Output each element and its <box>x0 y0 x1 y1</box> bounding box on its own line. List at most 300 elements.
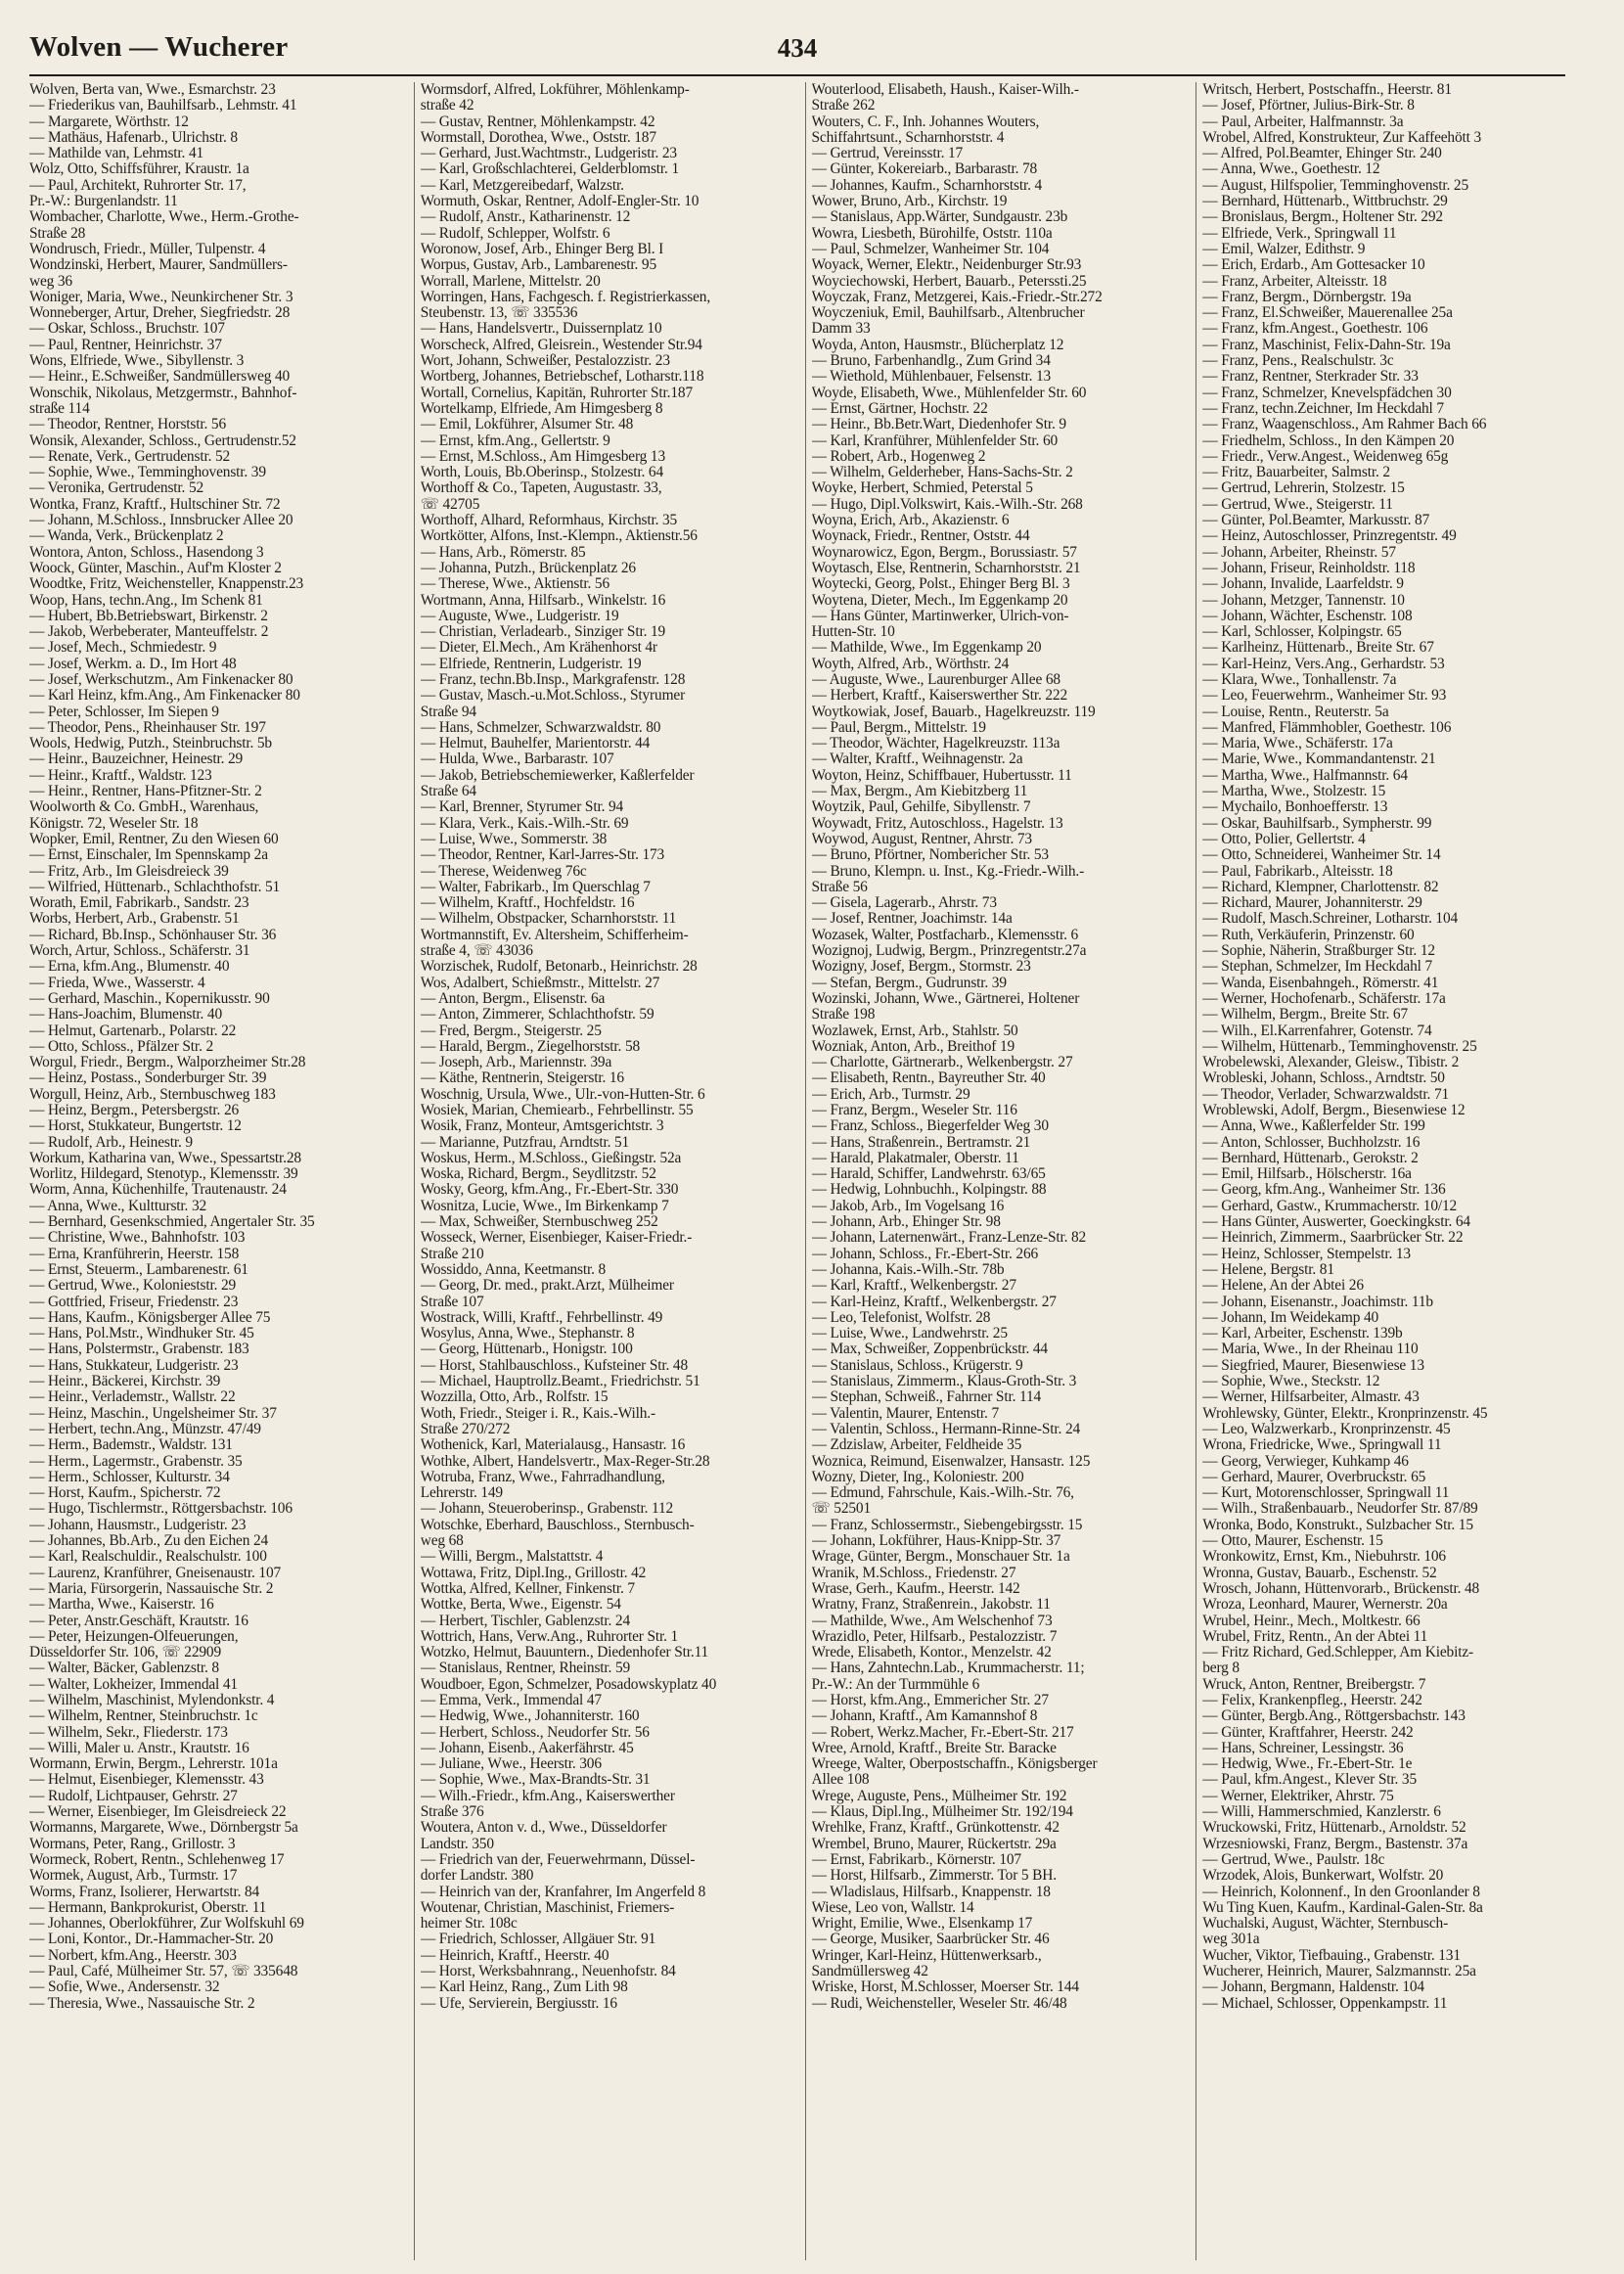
directory-entry-line: Wucherer, Heinrich, Maurer, Salzmannstr. 25a <box>1202 1964 1476 1980</box>
directory-entry-line: — Wilhelm, Bergm., Breite Str. 67 <box>1202 1007 1408 1023</box>
directory-entry-line: Writsch, Herbert, Postschaffn., Heerstr. 81 <box>1202 82 1452 98</box>
directory-entry-line: — Horst, Stahlbauschloss., Kufsteiner Str. 48 <box>420 1357 689 1374</box>
directory-entry-line: Woyke, Herbert, Schmied, Peterstal 5 <box>811 480 1033 497</box>
directory-entry-line: — Bronislaus, Bergm., Holtener Str. 292 <box>1202 209 1443 226</box>
directory-entry-line: — Heinz, Schlosser, Stempelstr. 13 <box>1202 1246 1411 1262</box>
directory-entry-line: ☏ 42705 <box>420 496 480 513</box>
directory-entry-line: Wons, Elfriede, Wwe., Sibyllenstr. 3 <box>29 353 245 370</box>
directory-entry-line: — Günter, Pol.Beamter, Markusstr. 87 <box>1202 513 1430 529</box>
directory-entry-line: Woyda, Anton, Hausmstr., Blücherplatz 12 <box>811 337 1064 353</box>
directory-entry-line: — Gertrud, Lehrerin, Stolzestr. 15 <box>1202 480 1405 497</box>
directory-entry-line: Wosnitza, Lucie, Wwe., Im Birkenkamp 7 <box>420 1198 669 1214</box>
directory-entry-line: heimer Str. 108c <box>420 1916 518 1933</box>
directory-entry-line: Wottke, Berta, Wwe., Eigenstr. 54 <box>420 1597 621 1614</box>
directory-entry-line: Wortmannstift, Ev. Altersheim, Schifferheim- <box>420 927 689 943</box>
directory-entry-line: — Herbert, Schloss., Neudorfer Str. 56 <box>420 1724 650 1741</box>
directory-entry-line: — Harald, Bergm., Ziegelhorststr. 58 <box>420 1038 641 1055</box>
directory-entry-line: — Willi, Maler u. Anstr., Krautstr. 16 <box>29 1740 249 1756</box>
directory-entry-line: Wuchalski, August, Wächter, Sternbusch- <box>1202 1916 1449 1933</box>
directory-entry-line: — Bernhard, Hüttenarb., Gerokstr. 2 <box>1202 1150 1419 1166</box>
directory-entry-line: — Jakob, Betriebschemiewerker, Kaßlerfelder <box>420 767 695 784</box>
directory-entry-line: Wiese, Leo von, Wallstr. 14 <box>811 1899 974 1916</box>
directory-entry-line: Wormann, Erwin, Bergm., Lehrerstr. 101a <box>29 1756 278 1773</box>
directory-entry-line: — Günter, Kokereiarb., Barbarastr. 78 <box>811 161 1038 178</box>
directory-entry-line: Wottrich, Hans, Verw.Ang., Ruhrorter Str. 1 <box>420 1628 679 1645</box>
directory-entry-line: — Heinz, Autoschlosser, Prinzregentstr. 49 <box>1202 528 1457 545</box>
directory-entry-line: — Walter, Fabrikarb., Im Querschlag 7 <box>420 879 651 895</box>
directory-entry-line: Wrubel, Fritz, Rentn., An der Abtei 11 <box>1202 1628 1428 1645</box>
directory-entry-line: — Johann, Kraftf., Am Kamannshof 8 <box>811 1708 1038 1725</box>
directory-entry-line: Worth, Louis, Bb.Oberinsp., Stolzestr. 64 <box>420 465 664 481</box>
directory-entry-line: Straße 28 <box>29 225 86 242</box>
directory-entry-line: — Anna, Wwe., Kultturstr. 32 <box>29 1198 207 1214</box>
directory-entry-line: — Hans, Schreiner, Lessingstr. 36 <box>1202 1740 1404 1756</box>
directory-entry-line: straße 4, ☏ 43036 <box>420 943 533 960</box>
directory-entry-line: Woyczeniuk, Emil, Bauhilfsarb., Altenbrucher <box>811 305 1085 322</box>
directory-entry-line: — Karl, Schlosser, Kolpingstr. 65 <box>1202 624 1402 641</box>
directory-entry-line: Worm, Anna, Küchenhilfe, Trautenaustr. 24 <box>29 1182 287 1199</box>
directory-entry-line: — Paul, Architekt, Ruhrorter Str. 17, <box>29 177 247 194</box>
directory-entry-line: Straße 56 <box>811 879 868 895</box>
directory-entry-line: Wottka, Alfred, Kellner, Finkenstr. 7 <box>420 1580 635 1597</box>
directory-entry-line: Woyczak, Franz, Metzgerei, Kais.-Friedr.-Str.272 <box>811 289 1103 305</box>
directory-entry-line: — Gerhard, Maurer, Overbruckstr. 65 <box>1202 1469 1426 1485</box>
directory-entry-line: — Heinr., Bäckerei, Kirchstr. 39 <box>29 1374 221 1390</box>
directory-entry-line: — Sophie, Wwe., Max-Brandts-Str. 31 <box>420 1772 651 1789</box>
directory-entry-line: Woywadt, Fritz, Autoschloss., Hagelstr. 13 <box>811 815 1063 832</box>
directory-entry-line: Wort, Johann, Schweißer, Pestalozzistr. 23 <box>420 353 670 370</box>
directory-entry-line: Wonsik, Alexander, Schloss., Gertrudenstr.52 <box>29 432 296 449</box>
directory-entry-line: — Luise, Wwe., Sommerstr. 38 <box>420 831 608 847</box>
directory-entry-line: — Johann, Eisenanstr., Joachimstr. 11b <box>1202 1294 1433 1310</box>
directory-entry-line: — Elfriede, Rentnerin, Ludgeristr. 19 <box>420 656 642 672</box>
directory-entry-line: Straße 270/272 <box>420 1421 511 1437</box>
directory-entry-line: Woschnig, Ursula, Wwe., Ulr.-von-Hutten-Str. 6 <box>420 1086 705 1103</box>
directory-entry-line: Wormuth, Oskar, Rentner, Adolf-Engler-Str. 10 <box>420 194 699 210</box>
directory-entry-line: — Marie, Wwe., Kommandantenstr. 21 <box>1202 751 1436 768</box>
directory-entry-line: — Bernhard, Hüttenarb., Wittbruchstr. 29 <box>1202 194 1448 210</box>
directory-entry-line: — Heinz, Maschin., Ungelsheimer Str. 37 <box>29 1405 277 1422</box>
directory-entry-line: Woytkowiak, Josef, Bauarb., Hagelkreuzstr. 119 <box>811 704 1096 720</box>
directory-entry-line: Wrage, Günter, Bergm., Monschauer Str. 1a <box>811 1549 1070 1566</box>
directory-entry-line: — Karl, Brenner, Styrumer Str. 94 <box>420 799 624 816</box>
directory-entry-line: Straße 94 <box>420 704 476 720</box>
directory-entry-line: — Ufe, Servierein, Bergiusstr. 16 <box>420 1995 617 2012</box>
directory-entry-line: — Theodor, Pens., Rheinhauser Str. 197 <box>29 719 266 736</box>
directory-entry-line: Wossiddo, Anna, Keetmanstr. 8 <box>420 1261 607 1278</box>
directory-entry-line: Woudboer, Egon, Schmelzer, Posadowskyplatz 40 <box>420 1676 717 1693</box>
directory-entry-line: — Wilhelm, Sekr., Fliederstr. 173 <box>29 1724 228 1741</box>
directory-entry-line: — Christine, Wwe., Bahnhofstr. 103 <box>29 1230 246 1247</box>
directory-entry-line: — Helene, An der Abtei 26 <box>1202 1278 1364 1295</box>
directory-entry-line: Wolven, Berta van, Wwe., Esmarchstr. 23 <box>29 82 276 98</box>
directory-entry-line: — Richard, Bb.Insp., Schönhauser Str. 36 <box>29 927 277 943</box>
directory-entry-line: Wozinski, Johann, Wwe., Gärtnerei, Holtener <box>811 990 1080 1007</box>
directory-entry-line: — Frieda, Wwe., Wasserstr. 4 <box>29 975 205 991</box>
directory-entry-line: — Klaus, Dipl.Ing., Mülheimer Str. 192/194 <box>811 1804 1073 1821</box>
directory-entry-line: — Theodor, Verlader, Schwarzwaldstr. 71 <box>1202 1086 1450 1103</box>
directory-entry-line: Wontora, Anton, Schloss., Hasendong 3 <box>29 544 264 561</box>
directory-entry-line: — Rudi, Weichensteller, Weseler Str. 46/48 <box>811 1995 1067 2012</box>
directory-entry-line: — Elfriede, Verk., Springwall 11 <box>1202 225 1397 242</box>
directory-entry-line: — Michael, Schlosser, Oppenkampstr. 11 <box>1202 1995 1448 2012</box>
directory-entry-line: — Jakob, Werbeberater, Manteuffelstr. 2 <box>29 624 269 641</box>
directory-entry-line: Düsseldorfer Str. 106, ☏ 22909 <box>29 1645 221 1661</box>
directory-entry-line: Wonneberger, Artur, Dreher, Siegfriedstr. 28 <box>29 305 291 322</box>
directory-entry-line: Pr.-W.: An der Turmmühle 6 <box>811 1676 980 1693</box>
directory-entry-line: — Maria, Fürsorgerin, Nassauische Str. 2 <box>29 1580 274 1597</box>
directory-entry-line: straße 114 <box>29 400 90 417</box>
directory-entry-line: Wormek, August, Arb., Turmstr. 17 <box>29 1868 238 1885</box>
directory-entry-line: — Franz, Rentner, Sterkrader Str. 33 <box>1202 369 1419 386</box>
directory-entry-line: Woyna, Erich, Arb., Akazienstr. 6 <box>811 513 1010 529</box>
directory-entry-line: Wronna, Gustav, Bauarb., Eschenstr. 52 <box>1202 1565 1437 1581</box>
directory-entry-line: — Rudolf, Lichtpauser, Gehrstr. 27 <box>29 1788 238 1804</box>
directory-entry-line: Wozny, Dieter, Ing., Koloniestr. 200 <box>811 1469 1024 1485</box>
directory-entry-line: — Hans, Schmelzer, Schwarzwaldstr. 80 <box>420 719 661 736</box>
directory-entry-line: Wottawa, Fritz, Dipl.Ing., Grillostr. 42 <box>420 1565 647 1581</box>
directory-entry-line: — Johann, Schloss., Fr.-Ebert-Str. 266 <box>811 1246 1039 1262</box>
directory-entry-line: — Wiethold, Mühlenbauer, Felsenstr. 13 <box>811 369 1052 386</box>
directory-entry-line: — Anton, Schlosser, Buchholzstr. 16 <box>1202 1134 1421 1151</box>
directory-entry-line: Wrosch, Johann, Hüttenvorarb., Brückenstr. 48 <box>1202 1580 1480 1597</box>
directory-entry-line: — Franz, Bergm., Weseler Str. 116 <box>811 1103 1017 1118</box>
directory-column-1 <box>29 82 400 2260</box>
directory-entry-line: Woutera, Anton v. d., Wwe., Düsseldorfer <box>420 1820 667 1837</box>
directory-entry-line: — Friedrich van der, Feuerwehrmann, Düssel- <box>420 1851 696 1868</box>
directory-entry-line: — Paul, Fabrikarb., Alteisstr. 18 <box>1202 863 1393 880</box>
running-head: Wolven — Wucherer <box>29 31 289 63</box>
directory-entry-line: — Rudolf, Anstr., Katharinenstr. 12 <box>420 209 631 226</box>
directory-entry-line: Wrona, Friedricke, Wwe., Springwall 11 <box>1202 1437 1442 1454</box>
directory-entry-line: Wosiek, Marian, Chemiearb., Fehrbellinstr. 55 <box>420 1103 694 1118</box>
directory-entry-line: Wree, Arnold, Kraftf., Breite Str. Baracke <box>811 1740 1057 1756</box>
directory-entry-line: — Wilhelm, Kraftf., Hochfeldstr. 16 <box>420 895 635 912</box>
directory-entry-line: Landstr. 350 <box>420 1836 494 1852</box>
directory-entry-line: Woniger, Maria, Wwe., Neunkirchener Str. 3 <box>29 289 293 305</box>
directory-entry-line: — Helmut, Eisenbieger, Klemensstr. 43 <box>29 1772 264 1789</box>
directory-entry-line: Wrobelewski, Alexander, Gleisw., Tibistr. 2 <box>1202 1055 1460 1071</box>
directory-entry-line: — Mathilde, Wwe., Am Welschenhof 73 <box>811 1613 1053 1629</box>
directory-entry-line: — Sofie, Wwe., Andersenstr. 32 <box>29 1979 220 1996</box>
directory-entry-line: — Mychailo, Bonhoefferstr. 13 <box>1202 799 1388 816</box>
directory-entry-line: — Herm., Lagermstr., Grabenstr. 35 <box>29 1453 243 1470</box>
directory-entry-line: — Heinr., Kraftf., Waldstr. 123 <box>29 767 212 784</box>
directory-entry-line: — Wilhelm, Obstpacker, Scharnhorststr. 11 <box>420 911 677 928</box>
directory-entry-line: Straße 198 <box>811 1007 876 1023</box>
directory-entry-line: Wormstall, Dorothea, Wwe., Oststr. 187 <box>420 129 656 146</box>
directory-entry-line: — Heinr., Rentner, Hans-Pfitzner-Str. 2 <box>29 784 262 800</box>
directory-entry-line: — Hans-Joachim, Blumenstr. 40 <box>29 1007 222 1023</box>
directory-entry-line: — Hermann, Bankprokurist, Oberstr. 11 <box>29 1899 267 1916</box>
directory-entry-line: — Johann, Im Weidekamp 40 <box>1202 1309 1379 1326</box>
directory-entry-line: — Auguste, Wwe., Laurenburger Allee 68 <box>811 671 1060 688</box>
directory-entry-line: — Ernst, Fabrikarb., Körnerstr. 107 <box>811 1851 1021 1868</box>
directory-entry-line: — Karl, Großschlachterei, Gelderblomstr. 1 <box>420 161 679 178</box>
directory-entry-line: — Franz, Bergm., Dörnbergstr. 19a <box>1202 289 1412 305</box>
directory-entry-line: — Johann, Invalide, Laarfeldstr. 9 <box>1202 576 1404 593</box>
directory-entry-line: weg 36 <box>29 273 72 290</box>
directory-entry-line: Straße 376 <box>420 1804 484 1821</box>
directory-entry-line: Woyth, Alfred, Arb., Wörthstr. 24 <box>811 656 1010 672</box>
directory-entry-line: — Ernst, Steuerm., Lambarenestr. 61 <box>29 1261 248 1278</box>
directory-entry-line: Wreege, Walter, Oberpostschaffn., Königsberger <box>811 1756 1098 1773</box>
directory-entry-line: — Karl, Realschuldir., Realschulstr. 100 <box>29 1549 267 1566</box>
directory-entry-line: Wosky, Georg, kfm.Ang., Fr.-Ebert-Str. 330 <box>420 1182 679 1199</box>
directory-entry-line: — Sophie, Wwe., Steckstr. 12 <box>1202 1374 1380 1390</box>
directory-entry-line: Wronkowitz, Ernst, Km., Niebuhrstr. 106 <box>1202 1549 1446 1566</box>
directory-entry-line: — Johann, Steueroberinsp., Grabenstr. 112 <box>420 1501 674 1518</box>
directory-entry-line: Wondrusch, Friedr., Müller, Tulpenstr. 4 <box>29 241 266 257</box>
directory-entry-line: Woutenar, Christian, Maschinist, Friemers- <box>420 1899 675 1916</box>
directory-entry-line: — Josef, Werkschutzm., Am Finkenacker 80 <box>29 671 293 688</box>
directory-entry-line: — Hulda, Wwe., Barbarastr. 107 <box>420 751 614 768</box>
directory-entry-line: — Erna, kfm.Ang., Blumenstr. 40 <box>29 959 230 976</box>
directory-entry-line: Woywod, August, Rentner, Ahrstr. 73 <box>811 831 1032 847</box>
directory-entry-line: Worbs, Herbert, Arb., Grabenstr. 51 <box>29 911 240 928</box>
directory-entry-line: Wothke, Albert, Handelsvertr., Max-Reger-Str.28 <box>420 1453 710 1470</box>
directory-entry-line: — Marianne, Putzfrau, Arndtstr. 51 <box>420 1134 630 1151</box>
directory-entry-line: Wrzodek, Alois, Bunkerwart, Wolfstr. 20 <box>1202 1868 1444 1885</box>
directory-entry-line: — Hugo, Tischlermstr., Röttgersbachstr. 106 <box>29 1501 293 1518</box>
directory-entry-line: — Hans Günter, Martinwerker, Ulrich-von- <box>811 608 1069 624</box>
directory-entry-line: — Werner, Hilfsarbeiter, Almastr. 43 <box>1202 1389 1420 1406</box>
directory-entry-line: — Sophie, Wwe., Temminghovenstr. 39 <box>29 465 266 481</box>
directory-entry-line: — Peter, Anstr.Geschäft, Krautstr. 16 <box>29 1613 248 1629</box>
directory-entry-line: — Otto, Maurer, Eschenstr. 15 <box>1202 1533 1383 1550</box>
directory-entry-line: Königstr. 72, Weseler Str. 18 <box>29 815 199 832</box>
directory-entry-line: Wormsdorf, Alfred, Lokführer, Möhlenkamp- <box>420 82 690 98</box>
directory-entry-line: — Walter, Kraftf., Weihnagenstr. 2a <box>811 751 1023 768</box>
directory-entry-line: Wright, Emilie, Wwe., Elsenkamp 17 <box>811 1916 1033 1933</box>
directory-entry-line: — Klara, Wwe., Tonhallenstr. 7a <box>1202 671 1397 688</box>
directory-entry-line: Woytecki, Georg, Polst., Ehinger Berg Bl. 3 <box>811 576 1070 593</box>
directory-entry-line: — Johannes, Kaufm., Scharnhorststr. 4 <box>811 177 1043 194</box>
directory-entry-line: — Werner, Hochofenarb., Schäferstr. 17a <box>1202 990 1446 1007</box>
directory-entry-line: — Anton, Bergm., Elisenstr. 6a <box>420 990 606 1007</box>
directory-entry-line: — Heinz, Bergm., Petersbergstr. 26 <box>29 1103 240 1118</box>
directory-entry-line: Woronow, Josef, Arb., Ehinger Berg Bl. I <box>420 241 664 257</box>
directory-entry-line: Worthoff & Co., Tapeten, Augustastr. 33, <box>420 480 662 497</box>
directory-columns <box>29 82 1573 2260</box>
directory-entry-line: — Heinrich van der, Kranfahrer, Im Angerfeld 8 <box>420 1884 706 1900</box>
directory-entry-line: — Heinr., Bauzeichner, Heinestr. 29 <box>29 751 244 768</box>
directory-entry-line: — Luise, Wwe., Landwehrstr. 25 <box>811 1326 1008 1342</box>
directory-entry-line: — Ernst, kfm.Ang., Gellertstr. 9 <box>420 432 610 449</box>
directory-entry-line: straße 42 <box>420 98 474 114</box>
directory-entry-line: — Herm., Bademstr., Waldstr. 131 <box>29 1437 233 1454</box>
directory-entry-line: Wolz, Otto, Schiffsführer, Kraustr. 1a <box>29 161 249 178</box>
directory-entry-line: — Theresia, Wwe., Nassauische Str. 2 <box>29 1995 255 2012</box>
directory-entry-line: — Joseph, Arb., Mariennstr. 39a <box>420 1055 612 1071</box>
directory-entry-line: — Herm., Schlosser, Kulturstr. 34 <box>29 1469 230 1485</box>
directory-entry-line: — Johanna, Putzh., Brückenplatz 26 <box>420 560 636 576</box>
directory-entry-line: Wortberg, Johannes, Betriebschef, Lotharstr.118 <box>420 369 704 386</box>
directory-entry-line: — Ernst, Einschaler, Im Spennskamp 2a <box>29 847 268 864</box>
directory-entry-line: — Johann, Arbeiter, Rheinstr. 57 <box>1202 544 1396 561</box>
directory-entry-line: — Siegfried, Maurer, Biesenwiese 13 <box>1202 1357 1424 1374</box>
directory-entry-line: — Johann, Arb., Ehinger Str. 98 <box>811 1214 1001 1231</box>
directory-entry-line: — Paul, Bergm., Mittelstr. 19 <box>811 719 986 736</box>
directory-entry-line: — Emma, Verk., Immendal 47 <box>420 1692 602 1708</box>
directory-entry-line: — Alfred, Pol.Beamter, Ehinger Str. 240 <box>1202 146 1442 162</box>
directory-column-2 <box>414 82 791 2260</box>
directory-entry-line: Wrohlewsky, Günter, Elektr., Kronprinzenstr. 45 <box>1202 1405 1488 1422</box>
directory-entry-line: — Gerhard, Gastw., Krummacherstr. 10/12 <box>1202 1198 1458 1214</box>
directory-entry-line: — Erna, Kranführerin, Heerstr. 158 <box>29 1246 240 1262</box>
directory-entry-line: — Johannes, Bb.Arb., Zu den Eichen 24 <box>29 1533 269 1550</box>
directory-entry-line: — Hans, Pol.Mstr., Windhuker Str. 45 <box>29 1326 254 1342</box>
directory-entry-line: — Hugo, Dipl.Volkswirt, Kais.-Wilh.-Str. 268 <box>811 496 1083 513</box>
directory-entry-line: — Paul, Café, Mülheimer Str. 57, ☏ 335648 <box>29 1964 298 1980</box>
directory-entry-line: — Juliane, Wwe., Heerstr. 306 <box>420 1756 602 1773</box>
directory-entry-line: Steubenstr. 13, ☏ 335536 <box>420 305 578 322</box>
directory-entry-line: Woynarowicz, Egon, Bergm., Borussiastr. 57 <box>811 544 1077 561</box>
directory-entry-line: — Paul, kfm.Angest., Klever Str. 35 <box>1202 1772 1417 1789</box>
directory-entry-line: — Laurenz, Kranführer, Gneisenaustr. 107 <box>29 1565 282 1581</box>
directory-entry-line: Wucher, Viktor, Tiefbauing., Grabenstr. 131 <box>1202 1947 1461 1964</box>
directory-entry-line: Woyack, Werner, Elektr., Neidenburger Str.93 <box>811 257 1082 274</box>
directory-entry-line: — Stanislaus, Zimmerm., Klaus-Groth-Str. 3 <box>811 1374 1077 1390</box>
directory-entry-line: dorfer Landstr. 380 <box>420 1868 534 1885</box>
directory-entry-line: — Gisela, Lagerarb., Ahrstr. 73 <box>811 895 997 912</box>
directory-entry-line: — Anna, Wwe., Kaßlerfelder Str. 199 <box>1202 1118 1425 1135</box>
directory-entry-line: — Georg, Hüttenarb., Honigstr. 100 <box>420 1342 633 1358</box>
directory-entry-line: — Josef, Mech., Schmiedestr. 9 <box>29 640 217 657</box>
directory-entry-line: — Wilhelm, Hüttenarb., Temminghovenstr. 25 <box>1202 1038 1477 1055</box>
directory-entry-line: Wonschik, Nikolaus, Metzgermstr., Bahnhof- <box>29 385 297 401</box>
directory-entry-line: — Stephan, Schweiß., Fahrner Str. 114 <box>811 1389 1042 1406</box>
directory-entry-line: — Käthe, Rentnerin, Steigerstr. 16 <box>420 1070 624 1087</box>
directory-entry-line: — Wilh., El.Karrenfahrer, Gotenstr. 74 <box>1202 1023 1432 1039</box>
directory-entry-line: — Hedwig, Wwe., Johanniterstr. 160 <box>420 1708 640 1725</box>
directory-entry-line: — Herbert, Kraftf., Kaiserswerther Str. 222 <box>811 688 1068 705</box>
directory-entry-line: — Leo, Telefonist, Wolfstr. 28 <box>811 1309 991 1326</box>
directory-entry-line: — Leo, Feuerwehrm., Wanheimer Str. 93 <box>1202 688 1447 705</box>
directory-entry-line: Wondzinski, Herbert, Maurer, Sandmüllers- <box>29 257 288 274</box>
directory-entry-line: — Elisabeth, Rentn., Bayreuther Str. 40 <box>811 1070 1046 1087</box>
directory-entry-line: — Maria, Wwe., In der Rheinau 110 <box>1202 1342 1419 1358</box>
directory-entry-line: — Stanislaus, Schloss., Krügerstr. 9 <box>811 1357 1023 1374</box>
directory-entry-line: — Sophie, Näherin, Straßburger Str. 12 <box>1202 943 1435 960</box>
directory-entry-line: — Auguste, Wwe., Ludgeristr. 19 <box>420 608 619 624</box>
directory-entry-line: Wrzesniowski, Franz, Bergm., Bastenstr. 37a <box>1202 1836 1468 1852</box>
directory-entry-line: — Johannes, Oberlokführer, Zur Wolfskuhl 69 <box>29 1916 304 1933</box>
directory-entry-line: Lehrerstr. 149 <box>420 1485 503 1502</box>
directory-entry-line: — Johann, Hausmstr., Ludgeristr. 23 <box>29 1517 247 1533</box>
directory-entry-line: Woyciechowski, Herbert, Bauarb., Peterssti.25 <box>811 273 1087 290</box>
directory-entry-line: Worms, Franz, Isolierer, Herwartstr. 84 <box>29 1884 260 1900</box>
directory-entry-line: Wrede, Elisabeth, Kontor., Menzelstr. 42 <box>811 1645 1052 1661</box>
directory-entry-line: — Oskar, Schloss., Bruchstr. 107 <box>29 321 225 338</box>
directory-entry-line: Wotschke, Eberhard, Bauschloss., Sternbusch- <box>420 1517 695 1533</box>
directory-entry-line: — Bruno, Farbenhandlg., Zum Grind 34 <box>811 353 1051 370</box>
directory-entry-line: — Oskar, Bauhilfsarb., Sympherstr. 99 <box>1202 815 1432 832</box>
directory-entry-line: — Horst, Kaufm., Spicherstr. 72 <box>29 1485 221 1502</box>
directory-entry-line: — Therese, Weidenweg 76c <box>420 863 587 880</box>
directory-entry-line: Woop, Hans, techn.Ang., Im Schenk 81 <box>29 592 263 609</box>
directory-entry-line: — Heinrich, Kraftf., Heerstr. 40 <box>420 1947 609 1964</box>
directory-entry-line: Wu Ting Kuen, Kaufm., Kardinal-Galen-Str. 8a <box>1202 1899 1483 1916</box>
directory-entry-line: — Anna, Wwe., Goethestr. 12 <box>1202 161 1380 178</box>
directory-entry-line: — Ruth, Verkäuferin, Prinzenstr. 60 <box>1202 927 1415 943</box>
page-header <box>29 25 1565 76</box>
directory-entry-line: Wroblewski, Adolf, Bergm., Biesenwiese 12 <box>1202 1103 1466 1118</box>
directory-entry-line: Woolworth & Co. GmbH., Warenhaus, <box>29 799 259 816</box>
directory-entry-line: — Karl Heinz, Rang., Zum Lith 98 <box>420 1979 628 1996</box>
directory-entry-line: — Josef, Pförtner, Julius-Birk-Str. 8 <box>1202 98 1415 114</box>
directory-entry-line: — Martha, Wwe., Halfmannstr. 64 <box>1202 767 1408 784</box>
directory-entry-line: — Günter, Kraftfahrer, Heerstr. 242 <box>1202 1724 1414 1741</box>
directory-entry-line: — Anton, Zimmerer, Schlachthofstr. 59 <box>420 1007 654 1023</box>
directory-entry-line: — Fritz, Arb., Im Gleisdreieck 39 <box>29 863 229 880</box>
directory-entry-line: — Heinz, Postass., Sonderburger Str. 39 <box>29 1070 267 1087</box>
directory-entry-line: — Wilh., Straßenbauarb., Neudorfer Str. 87/89 <box>1202 1501 1478 1518</box>
directory-entry-line: — Paul, Arbeiter, Halfmannstr. 3a <box>1202 114 1404 130</box>
directory-entry-line: — Johann, Eisenb., Aakerfährstr. 45 <box>420 1740 634 1756</box>
directory-entry-line: — Bruno, Pförtner, Nombericher Str. 53 <box>811 847 1049 864</box>
directory-entry-line: — Johann, M.Schloss., Innsbrucker Allee 20 <box>29 513 293 529</box>
page-number: 434 <box>777 33 818 63</box>
directory-entry-line: — Franz, Schlossermstr., Siebengebirgsstr. 15 <box>811 1517 1083 1533</box>
directory-entry-line: — Wilhelm, Gelderheber, Hans-Sachs-Str. 2 <box>811 465 1073 481</box>
directory-entry-line: Wozignoj, Ludwig, Bergm., Prinzregentstr.27a <box>811 943 1087 960</box>
directory-entry-line: Woyton, Heinz, Schiffbauer, Hubertusstr. 11 <box>811 767 1072 784</box>
directory-entry-line: Wortmann, Anna, Hilfsarb., Winkelstr. 16 <box>420 592 666 609</box>
directory-entry-line: — Franz, Arbeiter, Alteisstr. 18 <box>1202 273 1387 290</box>
directory-entry-line: Woyde, Elisabeth, Wwe., Mühlenfelder Str. 60 <box>811 385 1087 401</box>
directory-entry-line: Straße 210 <box>420 1246 484 1262</box>
directory-entry-line: — Richard, Maurer, Johanniterstr. 29 <box>1202 895 1422 912</box>
directory-entry-line: — Johann, Bergmann, Haldenstr. 104 <box>1202 1979 1424 1996</box>
directory-entry-line: — Erich, Erdarb., Am Gottesacker 10 <box>1202 257 1425 274</box>
directory-entry-line: — Horst, Stukkateur, Bungertstr. 12 <box>29 1118 242 1135</box>
directory-entry-line: — Franz, El.Schweißer, Mauerenallee 25a <box>1202 305 1453 322</box>
directory-entry-line: — Gustav, Rentner, Möhlenkampstr. 42 <box>420 114 655 130</box>
directory-entry-line: Worlitz, Hildegard, Stenotyp., Klemensstr. 39 <box>29 1166 298 1183</box>
directory-entry-line: — Rudolf, Schlepper, Wolfstr. 6 <box>420 225 610 242</box>
directory-entry-line: — Erich, Arb., Turmstr. 29 <box>811 1086 970 1103</box>
directory-entry-line: Worpus, Gustav, Arb., Lambarenestr. 95 <box>420 257 657 274</box>
directory-entry-line: Wrobel, Alfred, Konstrukteur, Zur Kaffeehött 3 <box>1202 129 1482 146</box>
directory-entry-line: — Walter, Bäcker, Gablenzstr. 8 <box>29 1660 219 1677</box>
directory-entry-line: weg 68 <box>420 1533 464 1550</box>
directory-entry-line: — Fred, Bergm., Steigerstr. 25 <box>420 1023 602 1039</box>
directory-entry-line: — Heinrich, Zimmerm., Saarbrücker Str. 22 <box>1202 1230 1464 1247</box>
directory-entry-line: — Karl-Heinz, Vers.Ang., Gerhardstr. 53 <box>1202 656 1445 672</box>
directory-entry-line: — Karl, Kranführer, Mühlenfelder Str. 60 <box>811 432 1059 449</box>
directory-entry-line: — Kurt, Motorenschlosser, Springwall 11 <box>1202 1485 1450 1502</box>
directory-entry-line: — Michael, Hauptrollz.Beamt., Friedrichstr. 51 <box>420 1374 700 1390</box>
directory-entry-line: — Hans, Zahntechn.Lab., Krummacherstr. 11; <box>811 1660 1085 1677</box>
directory-entry-line: — Horst, kfm.Ang., Emmericher Str. 27 <box>811 1692 1049 1708</box>
directory-entry-line: — Friedr., Verw.Angest., Weidenweg 65g <box>1202 448 1449 465</box>
directory-entry-line: berg 8 <box>1202 1660 1240 1677</box>
directory-entry-line: Wratny, Franz, Straßenrein., Jakobstr. 11 <box>811 1597 1051 1614</box>
directory-entry-line: — Johann, Wächter, Eschenstr. 108 <box>1202 608 1413 624</box>
directory-entry-line: Worscheck, Alfred, Gleisrein., Westender Str.94 <box>420 337 702 353</box>
directory-entry-line: Straße 262 <box>811 98 876 114</box>
directory-column-3 <box>805 82 1183 2260</box>
directory-entry-line: — Zdzislaw, Arbeiter, Feldheide 35 <box>811 1437 1022 1454</box>
directory-entry-line: — Heinr., E.Schweißer, Sandmüllersweg 40 <box>29 369 291 386</box>
directory-entry-line: — Stanislaus, Rentner, Rheinstr. 59 <box>420 1660 631 1677</box>
directory-entry-line: Woskus, Herm., M.Schloss., Gießingstr. 52a <box>420 1150 682 1166</box>
directory-entry-line: — Theodor, Rentner, Karl-Jarres-Str. 173 <box>420 847 665 864</box>
directory-entry-line: Woytena, Dieter, Mech., Im Eggenkamp 20 <box>811 592 1068 609</box>
directory-entry-line: — Mathilde van, Lehmstr. 41 <box>29 146 204 162</box>
directory-entry-line: — Mathilde, Wwe., Im Eggenkamp 20 <box>811 640 1042 657</box>
